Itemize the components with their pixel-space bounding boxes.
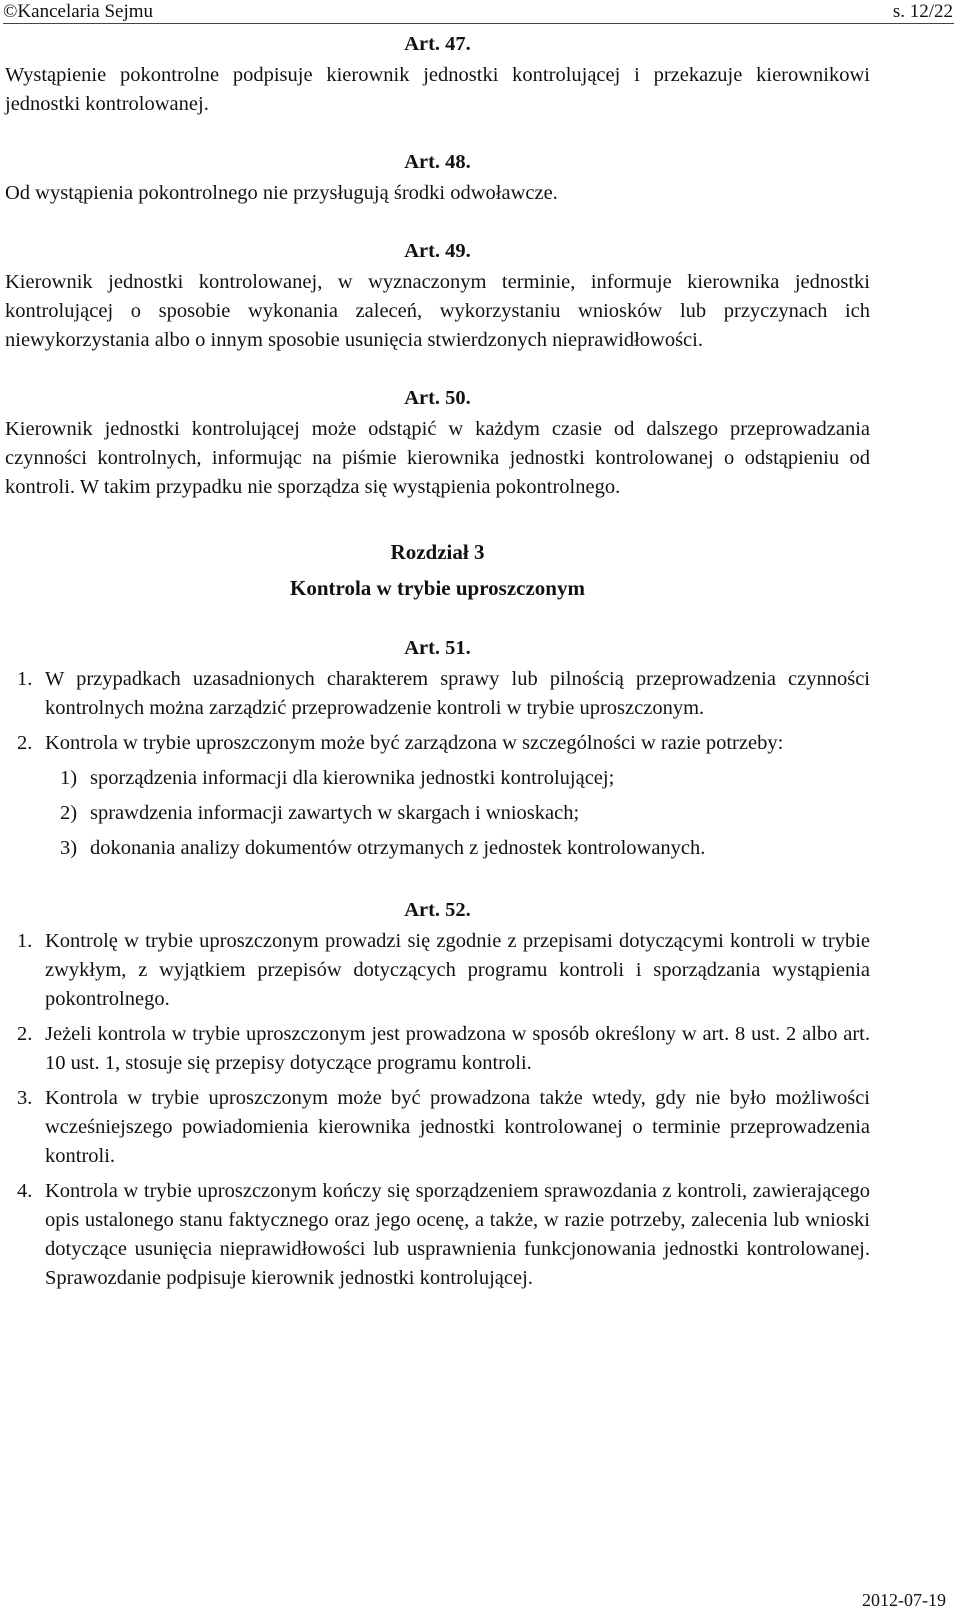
paragraph-text: Jeżeli kontrola w trybie uproszczonym jest prowadzona w sposób określony w art. 8 ust. 2 albo art. 10 ust. 1, stosuje się przepisy dotyczące programu kontroli. [45, 1023, 870, 1074]
chapter-title: Kontrola w trybie uproszczonym [290, 576, 585, 600]
footer-date: 2012-07-19 [862, 1590, 946, 1610]
article-50-text: Kierownik jednostki kontrolującej może odstąpić w każdym czasie od dalszego przeprowadzania czynności kontrolnych, informując na piśmie kierownika jednostki kontrolowanej o odstąpieniu od kontroli. W takim przypadku nie sporządza się wystąpienia pokontrolnego. [5, 418, 870, 498]
article-48 [5, 148, 870, 208]
header-divider [3, 23, 954, 24]
article-52-paragraph-3 [5, 1084, 870, 1171]
article-48-title: Art. 48. [404, 151, 471, 173]
article-47 [5, 30, 870, 119]
article-49-text: Kierownik jednostki kontrolowanej, w wyznaczonym terminie, informuje kierownika jednostki kontrolującej o sposobie wykonania zaleceń, wykorzystaniu wniosków lub przyczynach ich niewykorzystania albo o innym sposobie usunięcia stwierdzonych nieprawidłowości. [5, 271, 870, 351]
chapter-number: Rozdział 3 [390, 540, 485, 564]
article-50-title: Art. 50. [404, 387, 471, 409]
article-51-point-2 [5, 799, 870, 828]
article-52 [5, 896, 870, 1293]
article-52-paragraph-2 [5, 1020, 870, 1078]
article-51-paragraph-1 [5, 665, 870, 723]
paragraph-text: Kontrola w trybie uproszczonym kończy się sporządzeniem sprawozdania z kontroli, zawierającego opis ustalonego stanu faktycznego oraz jego ocenę, a także, w razie potrzeby, zalecenia lub wnioski dotyczące usunięcia nieprawidłowości lub usprawnienia funkcjonowania jednostki kontrolowanej. Sprawozdanie podpisuje kierownik jednostki kontrolującej. [45, 1180, 870, 1289]
paragraph-number: 1. [17, 930, 33, 952]
article-51-point-1 [5, 764, 870, 793]
chapter-heading [5, 534, 870, 606]
article-51 [5, 634, 870, 863]
paragraph-text: Kontrola w trybie uproszczonym może być prowadzona także wtedy, gdy nie było możliwości wcześniejszego powiadomienia kierownika jednostki kontrolowanej o terminie przeprowadzenia kontroli. [45, 1087, 870, 1167]
point-number: 3) [60, 837, 78, 859]
point-text: sporządzenia informacji dla kierownika jednostki kontrolującej; [90, 767, 615, 789]
paragraph-number: 1. [17, 668, 33, 690]
paragraph-number: 2. [17, 732, 33, 754]
point-text: dokonania analizy dokumentów otrzymanych z jednostek kontrolowanych. [90, 837, 706, 859]
paragraph-text: Kontrolę w trybie uproszczonym prowadzi się zgodnie z przepisami dotyczącymi kontroli w trybie zwykłym, z wyjątkiem przepisów dotyczących programu kontroli i sporządzania wystąpienia pokontrolnego. [45, 930, 870, 1010]
article-51-paragraph-2 [5, 729, 870, 758]
article-49-title: Art. 49. [404, 240, 471, 262]
paragraph-number: 3. [17, 1087, 33, 1109]
paragraph-number: 2. [17, 1023, 33, 1045]
point-number: 2) [60, 802, 78, 824]
article-48-text: Od wystąpienia pokontrolnego nie przysługują środki odwoławcze. [5, 182, 558, 204]
article-50 [5, 384, 870, 502]
article-51-point-3 [5, 834, 870, 863]
paragraph-text: W przypadkach uzasadnionych charakterem sprawy lub pilnością przeprowadzenia czynności kontrolnych można zarządzić przeprowadzenie kontroli w trybie uproszczonym. [45, 668, 870, 719]
paragraph-text: Kontrola w trybie uproszczonym może być zarządzona w szczególności w razie potrzeby: [45, 732, 784, 754]
point-text: sprawdzenia informacji zawartych w skargach i wnioskach; [90, 802, 580, 824]
header-source: ©Kancelaria Sejmu [3, 1, 154, 22]
document-body [5, 30, 870, 1299]
article-52-paragraph-4 [5, 1177, 870, 1293]
article-52-title: Art. 52. [404, 899, 471, 921]
header-page-number: s. 12/22 [892, 1, 953, 22]
article-47-title: Art. 47. [404, 33, 471, 55]
point-number: 1) [60, 767, 78, 789]
paragraph-number: 4. [17, 1180, 33, 1202]
article-52-paragraph-1 [5, 927, 870, 1014]
article-51-title: Art. 51. [404, 637, 471, 659]
article-47-text: Wystąpienie pokontrolne podpisuje kierownik jednostki kontrolującej i przekazuje kierownikowi jednostki kontrolowanej. [5, 64, 870, 115]
article-49 [5, 237, 870, 355]
